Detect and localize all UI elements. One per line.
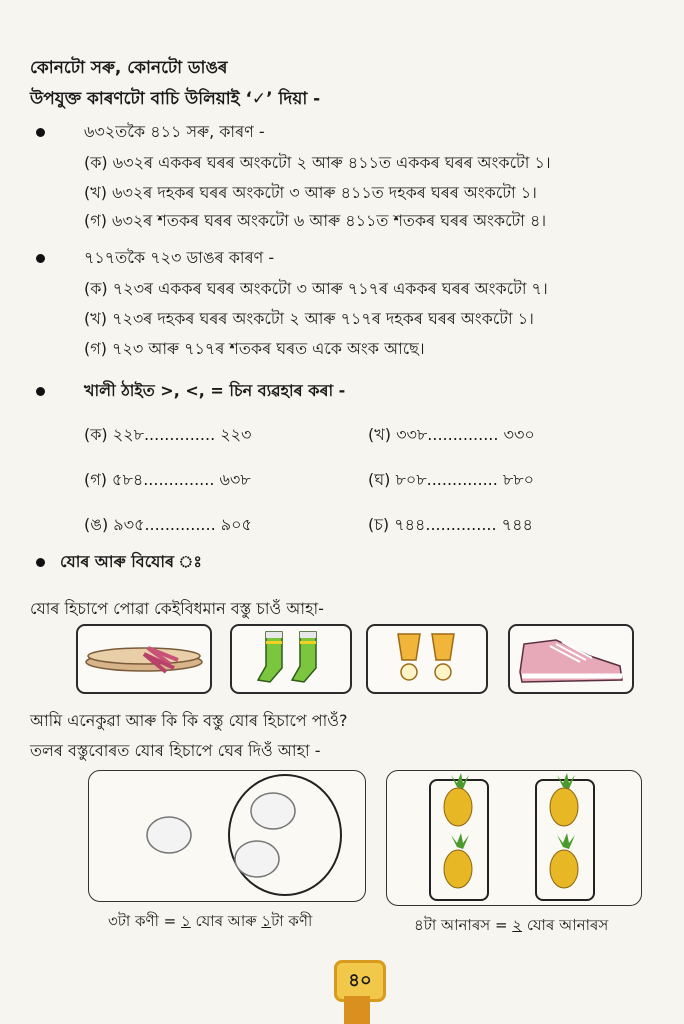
anklets-icon xyxy=(368,626,486,692)
q1-option-ka[interactable]: (ক) ৬৩২ৰ এককৰ ঘৰৰ অংকটো ২ আৰু ৪১১ত এককৰ ঘৰৰ অংকটো ১। xyxy=(84,153,551,172)
q3-item-cha[interactable]: (চ) ৭৪৪.............. ৭৪৪ xyxy=(368,515,533,534)
caption-answer: ১ xyxy=(181,912,191,930)
q3-item-kha[interactable]: (খ) ৩৩৮.............. ৩৩০ xyxy=(368,425,535,444)
section-instruction: উপযুক্ত কাৰণটো বাচি উলিয়াই ‘✓’ দিয়া - xyxy=(30,89,321,109)
page-tab xyxy=(344,996,370,1024)
caption-answer: ১ xyxy=(261,912,272,930)
eggs-box xyxy=(88,770,366,902)
q3-item-gha[interactable]: (ঘ) ৮০৮.............. ৮৮০ xyxy=(368,470,535,489)
caption-text: ৩টা কণী = xyxy=(108,912,182,930)
eggs-caption xyxy=(108,910,312,935)
q2-heading: ৭১৭তকৈ ৭২৩ ডাঙৰ কাৰণ - xyxy=(84,248,275,267)
section2-instruction: তলৰ বস্তুবোৰত যোৰ হিচাপে ঘেৰ দিওঁ আহা - xyxy=(30,741,321,760)
caption-text: যোৰ আৰু xyxy=(190,912,262,930)
caption-text: যোৰ আনাৰস xyxy=(522,916,609,934)
pineapple-icon xyxy=(387,771,641,905)
bullet-icon xyxy=(36,387,45,396)
socks-card xyxy=(230,624,352,694)
q3-item-ka[interactable]: (ক) ২২৮.............. ২২৩ xyxy=(84,425,252,444)
q1-heading: ৬৩২তকৈ ৪১১ সৰু, কাৰণ - xyxy=(84,122,265,141)
section2-heading: যোৰ আৰু বিযোৰ ঃ xyxy=(60,552,202,571)
q2-option-ka[interactable]: (ক) ৭২৩ৰ এককৰ ঘৰৰ অংকটো ৩ আৰু ৭১৭ৰ এককৰ ঘৰৰ অংকটো ৭। xyxy=(84,279,548,298)
sneakers-icon xyxy=(510,626,632,692)
q3-item-ga[interactable]: (গ) ৫৮৪.............. ৬৩৮ xyxy=(84,470,251,489)
section2-line1: যোৰ হিচাপে পোৱা কেইবিধমান বস্তু চাওঁ আহা- xyxy=(30,599,324,618)
q1-option-ga[interactable]: (গ) ৬৩২ৰ শতকৰ ঘৰৰ অংকটো ৬ আৰু ৪১১ত শতকৰ ঘৰৰ অংকটো ৪। xyxy=(84,211,547,230)
slippers-icon xyxy=(78,626,210,692)
anklets-card xyxy=(366,624,488,694)
egg-icon xyxy=(89,771,365,901)
q3-heading: খালী ঠাইত >, <, = চিন ব্যৱহাৰ কৰা - xyxy=(84,381,346,400)
bullet-icon xyxy=(36,128,45,137)
pineapple-box xyxy=(386,770,642,906)
section-title: কোনটো সৰু, কোনটো ডাঙৰ xyxy=(30,58,228,78)
caption-text: ৪টা আনাৰস = xyxy=(414,916,513,934)
q2-option-ga[interactable]: (গ) ৭২৩ আৰু ৭১৭ৰ শতকৰ ঘৰত একে অংক আছে। xyxy=(84,339,425,358)
socks-icon xyxy=(232,626,350,692)
page-number: ৪০ xyxy=(334,960,386,1002)
pineapple-caption xyxy=(414,914,608,939)
section2-question: আমি এনেকুৱা আৰু কি কি বস্তু যোৰ হিচাপে পাওঁ? xyxy=(30,711,348,730)
q1-option-kha[interactable]: (খ) ৬৩২ৰ দহকৰ ঘৰৰ অংকটো ৩ আৰু ৪১১ত দহকৰ ঘৰৰ অংকটো ১। xyxy=(84,183,537,202)
caption-text: টা কণী xyxy=(271,912,313,930)
caption-answer: ২ xyxy=(512,916,523,934)
bullet-icon xyxy=(36,254,45,263)
bullet-icon xyxy=(36,558,45,567)
sneakers-card xyxy=(508,624,634,694)
q2-option-kha[interactable]: (খ) ৭২৩ৰ দহকৰ ঘৰৰ অংকটো ২ আৰু ৭১৭ৰ দহকৰ ঘৰৰ অংকটো ১। xyxy=(84,309,534,328)
q3-item-nga[interactable]: (ঙ) ৯৩৫.............. ৯০৫ xyxy=(84,515,252,534)
slippers-card xyxy=(76,624,212,694)
